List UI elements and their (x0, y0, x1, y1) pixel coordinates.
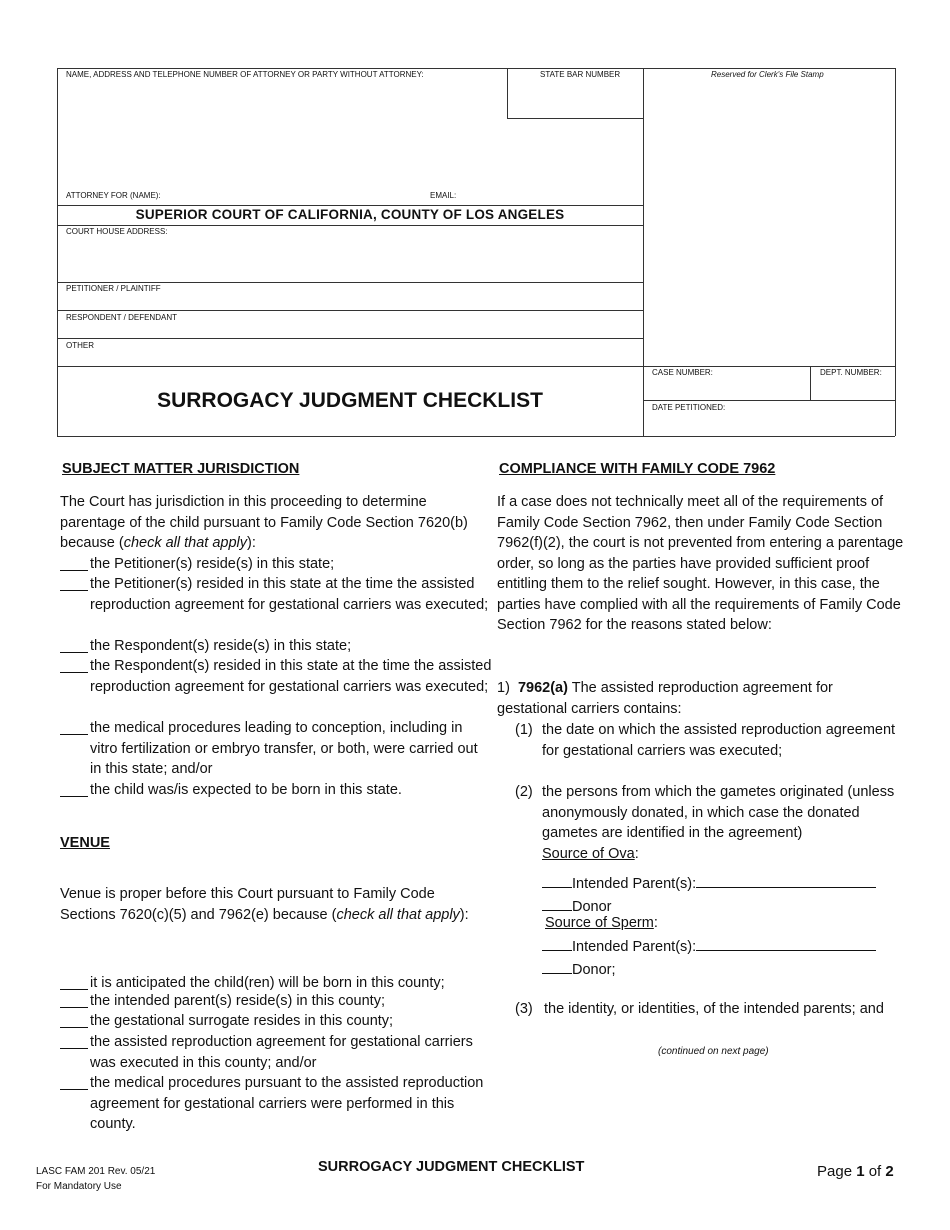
ova-intended-check[interactable] (542, 873, 572, 888)
sub3-number: (3) (515, 1001, 533, 1017)
respondent-label: RESPONDENT / DEFENDANT (66, 313, 177, 322)
footer-title: SURROGACY JUDGMENT CHECKLIST (318, 1159, 585, 1175)
jurisdiction-intro: The Court has jurisdiction in this proceeding to determine parentage of the child pursuant to Family Code Section 7620(b) because (check all that apply): (60, 494, 468, 551)
venue-intro: Venue is proper before this Court pursuant to Family Code Sections 7620(c)(5) and 7962(e) because (check all that apply): (60, 886, 469, 923)
clerk-stamp-label: Reserved for Clerk's File Stamp (711, 70, 824, 79)
venue-item-1: it is anticipated the child(ren) will be born in this county; (60, 973, 515, 994)
mandatory-use: For Mandatory Use (36, 1181, 122, 1192)
venue-item-4: the assisted reproduction agreement for gestational carriers was executed in this county; and/or (60, 1032, 500, 1073)
jurisdiction-item-5: the medical procedures leading to conception, including in vitro fertilization or embryo transfer, or both, were carried out in this state; and/or (60, 718, 490, 780)
state-bar-label: STATE BAR NUMBER (540, 70, 621, 79)
form-title: SURROGACY JUDGMENT CHECKLIST (157, 389, 543, 412)
venue-item-3: the gestational surrogate resides in this county; (60, 1011, 500, 1032)
compliance-title: COMPLIANCE WITH FAMILY CODE 7962 (499, 461, 776, 477)
date-petitioned-label: DATE PETITIONED: (652, 403, 726, 412)
sub1-number: (1) (515, 722, 533, 738)
attorney-label: NAME, ADDRESS AND TELEPHONE NUMBER OF ATTORNEY OR PARTY WITHOUT ATTORNEY: (66, 70, 424, 79)
page-indicator: Page 1 of 2 (817, 1163, 894, 1180)
email-label: EMAIL: (430, 191, 457, 200)
sperm-intended-field[interactable] (696, 936, 876, 951)
sperm-donor-check[interactable] (542, 959, 572, 974)
ova-donor: Donor (542, 896, 612, 918)
source-sperm-label: Source of Sperm: (545, 915, 658, 931)
jurisdiction-title: SUBJECT MATTER JURISDICTION (62, 461, 300, 477)
ova-intended-field[interactable] (696, 873, 876, 888)
sub2-text: the persons from which the gametes originated (unless anonymously donated, in which case the donated gametes are identified in the agreement) (542, 784, 895, 841)
courthouse-address-label: COURT HOUSE ADDRESS: (66, 227, 168, 236)
jurisdiction-item-4: the Respondent(s) resided in this state at the time the assisted reproduction agreement for gestational carriers was executed; (60, 656, 500, 697)
sub1-text: the date on which the assisted reproduction agreement for gestational carriers was executed; (542, 722, 896, 759)
source-ova-label: Source of Ova: (542, 846, 639, 862)
sub2-number: (2) (515, 784, 533, 800)
sub3-text: the identity, or identities, of the intended parents; and (544, 1001, 884, 1017)
ova-intended-parents: Intended Parent(s): (542, 873, 902, 895)
compliance-intro: If a case does not technically meet all of the requirements of Family Code Section 7962, then under Family Code Section 7962(f)(2), the court is not prevented from entering a parentage order, so long as the parties have provided sufficient proof entitling them to the relief sought. However, in this case, the parties have complied with all the requirements of Family Code Section 7962 for the reasons stated below: (497, 494, 904, 633)
jurisdiction-item-3: the Respondent(s) reside(s) in this state; (60, 636, 500, 657)
court-name: SUPERIOR COURT OF CALIFORNIA, COUNTY OF LOS ANGELES (135, 207, 565, 222)
other-label: OTHER (66, 341, 94, 350)
continued-note: (continued on next page) (658, 1046, 769, 1057)
sperm-intended-check[interactable] (542, 936, 572, 951)
jurisdiction-item-1: the Petitioner(s) reside(s) in this state; (60, 554, 500, 575)
case-number-label: CASE NUMBER: (652, 368, 713, 377)
venue-item-5: the medical procedures pursuant to the assisted reproduction agreement for gestational carriers were performed in this county. (60, 1073, 500, 1135)
ova-donor-check[interactable] (542, 896, 572, 911)
jurisdiction-item-6: the child was/is expected to be born in this state. (60, 780, 500, 801)
petitioner-label: PETITIONER / PLAINTIFF (66, 284, 161, 293)
dept-number-label: DEPT. NUMBER: (820, 368, 882, 377)
sperm-donor: Donor; (542, 959, 616, 981)
venue-item-2: the intended parent(s) reside(s) in this county; (60, 991, 500, 1012)
sperm-intended-parents: Intended Parent(s): (542, 936, 902, 958)
jurisdiction-item-2: the Petitioner(s) resided in this state at the time the assisted reproduction agreement for gestational carriers was executed; (60, 574, 500, 615)
venue-title: VENUE (60, 835, 110, 851)
attorney-for-label: ATTORNEY FOR (NAME): (66, 191, 161, 200)
form-number: LASC FAM 201 Rev. 05/21 (36, 1166, 156, 1177)
compliance-item-1: 1) 7962(a) The assisted reproduction agreement for gestational carriers contains: (497, 680, 833, 717)
